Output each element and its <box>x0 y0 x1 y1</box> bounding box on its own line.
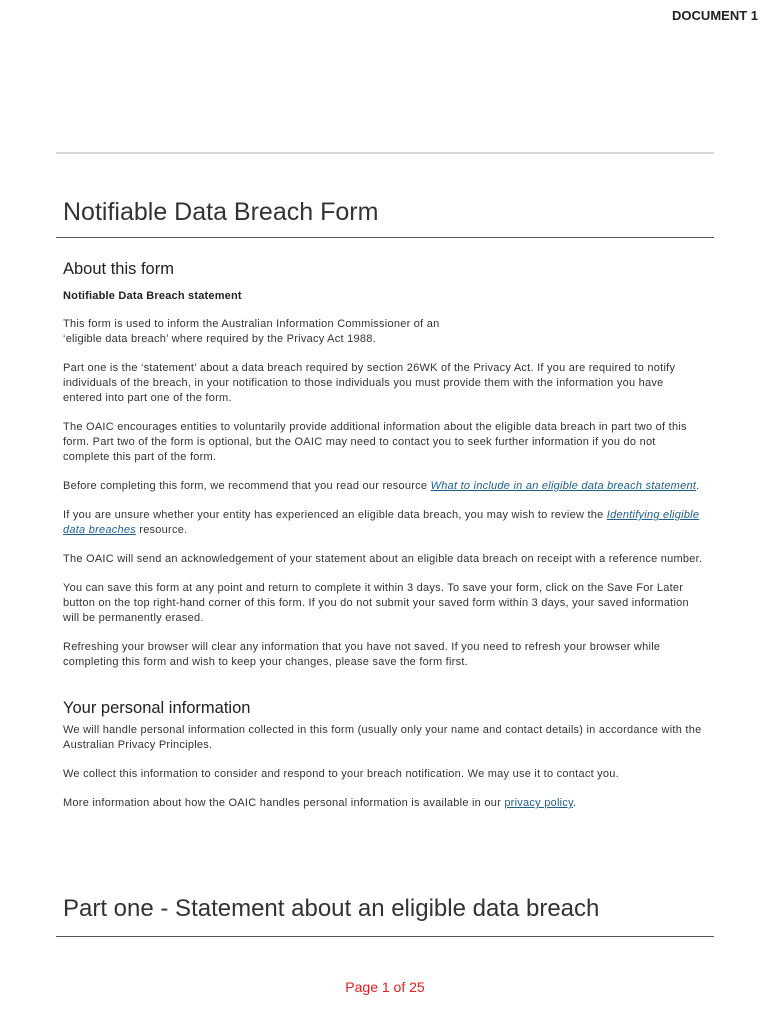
about-paragraph-1-line-2: ‘eligible data breach’ where required by the Privacy Act 1988. <box>63 333 376 345</box>
identifying-breaches-link[interactable]: Identifying eligible data breaches <box>63 509 700 536</box>
about-paragraph-1-line-1: This form is used to inform the Australian Information Commissioner of an <box>63 318 440 330</box>
title-divider <box>56 237 714 238</box>
personal-paragraph-1: We will handle personal information collected in this form (usually only your name and contact details) in accordance with the Australian Privacy Principles. <box>63 724 702 751</box>
personal-paragraph-2: We collect this information to consider and respond to your breach notification. We may use it to contact you. <box>63 768 619 780</box>
about-paragraph-4-text: Before completing this form, we recommend that you read our resource <box>63 480 431 492</box>
document-label: DOCUMENT 1 <box>672 8 758 23</box>
privacy-policy-link[interactable]: privacy policy <box>504 797 574 809</box>
part-one-title: Part one - Statement about an eligible data breach <box>63 895 600 922</box>
about-paragraph-5-end: resource. <box>135 524 188 536</box>
page-number: Page 1 of 25 <box>345 979 425 995</box>
about-paragraph-2: Part one is the ‘statement’ about a data breach required by section 26WK of the Privacy Act. If you are required to notify individuals of the breach, in your notification to those individuals you must provide them with the information you have entered into part one of the form. <box>63 362 676 404</box>
personal-paragraph-3 <box>63 796 705 811</box>
about-paragraph-8: Refreshing your browser will clear any information that you have not saved. If you need to refresh your browser while completing this form and wish to keep your changes, please save the form first. <box>63 641 661 668</box>
top-divider <box>56 152 714 154</box>
page-title: Notifiable Data Breach Form <box>63 198 379 226</box>
about-paragraph-4-end: . <box>696 480 700 492</box>
form-body <box>63 260 705 811</box>
about-paragraph-4 <box>63 479 705 494</box>
personal-paragraph-3-end: . <box>573 797 577 809</box>
personal-paragraph-3-text: More information about how the OAIC handles personal information is available in our <box>63 797 505 809</box>
statement-subheading: Notifiable Data Breach statement <box>63 290 242 302</box>
about-paragraph-5-text: If you are unsure whether your entity has experienced an eligible data breach, you may wish to review the <box>63 509 607 521</box>
about-paragraph-3: The OAIC encourages entities to voluntarily provide additional information about the eligible data breach in part two of this form. Part two of the form is optional, but the OAIC may need to contact you to seek further information if you do not complete this part of the form. <box>63 421 687 463</box>
about-paragraph-6: The OAIC will send an acknowledgement of your statement about an eligible data breach on receipt with a reference number. <box>63 553 703 565</box>
about-paragraph-7: You can save this form at any point and return to complete it within 3 days. To save your form, click on the Save For Later button on the top right-hand corner of this form. If you do not submit your saved form within 3 days, your saved information will be permanently erased. <box>63 582 689 624</box>
about-paragraph-5 <box>63 508 705 538</box>
personal-info-heading: Your personal information <box>63 699 251 717</box>
part-one-divider <box>56 936 714 937</box>
about-heading: About this form <box>63 260 174 278</box>
about-paragraph-1 <box>63 317 705 347</box>
what-to-include-link[interactable]: What to include in an eligible data breach statement <box>430 480 697 492</box>
